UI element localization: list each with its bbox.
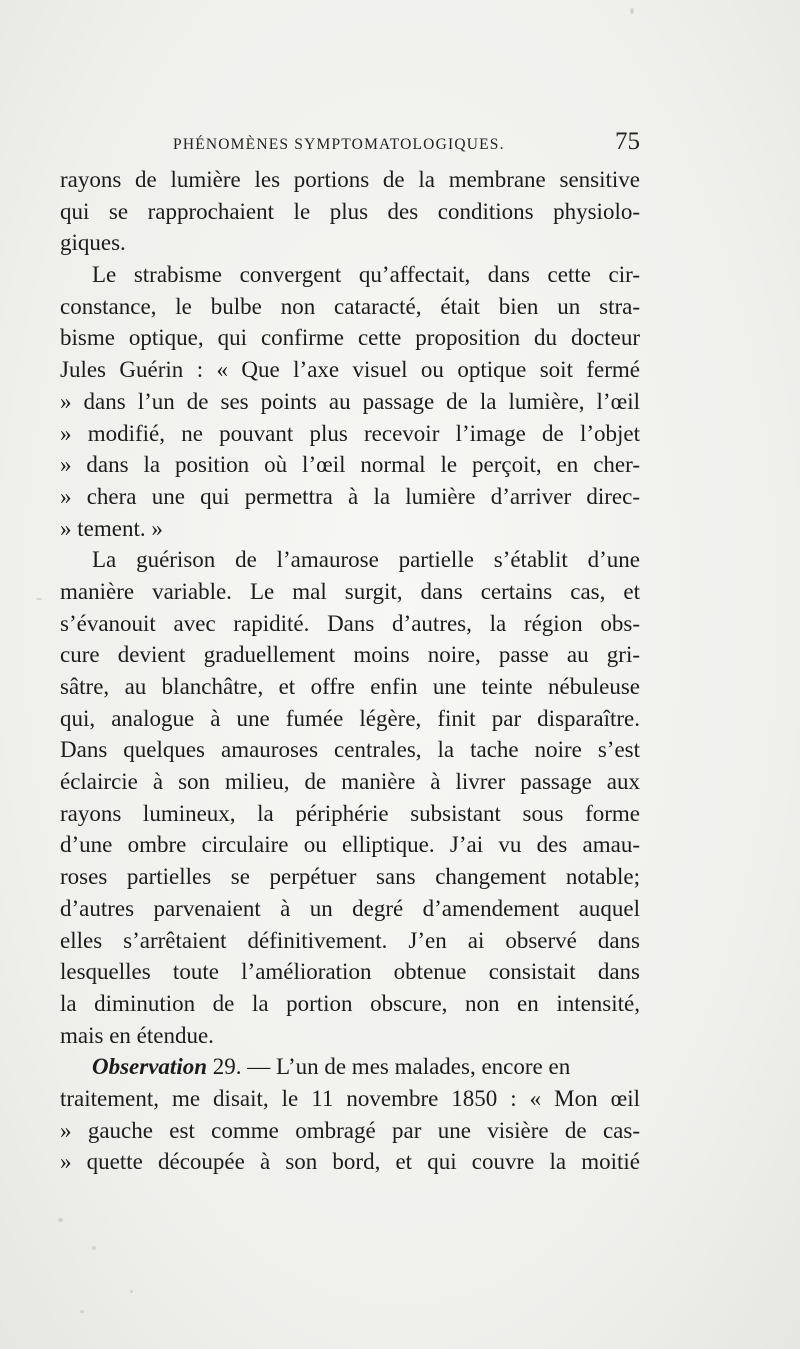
observation-text: 29. — L’un de mes malades, encore en — [212, 1054, 571, 1080]
text-line: rayons de lumière les portions de la membrane sensitive — [60, 167, 640, 192]
quoted-line: » dans la position où l’œil normal le perçoit, en cher- — [60, 452, 640, 478]
text-line: rayons lumineux, la périphérie subsistant sous forme — [60, 800, 640, 826]
quoted-line: » modifié, ne pouvant plus recevoir l’image de l’objet — [60, 420, 640, 446]
text-line: elles s’arrêtaient définitivement. J’en ai observé dans — [60, 927, 640, 953]
text-line: constance, le bulbe non cataracté, était bien un stra- — [60, 293, 640, 319]
text-line: s’évanouit avec rapidité. Dans d’autres, la région obs- — [60, 610, 640, 636]
observation-line — [60, 1051, 640, 1083]
text-line: sâtre, au blanchâtre, et offre enfin une teinte nébuleuse — [60, 674, 640, 699]
paper-speck — [58, 1218, 63, 1222]
text-line: Jules Guérin : « Que l’axe visuel ou optique soit fermé — [60, 357, 640, 383]
observation-label: Observation — [92, 1054, 207, 1080]
text-line: qui se rapprochaient le plus des conditions physiolo- — [60, 198, 640, 224]
quoted-line: » quette découpée à son bord, et qui couvre la moitié — [60, 1149, 640, 1175]
page-number: 75 — [615, 128, 640, 155]
text-line: mais en étendue. — [60, 1022, 214, 1048]
text-line: cure devient graduellement moins noire, passe au gri- — [60, 642, 640, 668]
quoted-line: » gauche est comme ombragé par une visière de cas- — [60, 1117, 640, 1143]
running-head: PHÉNOMÈNES SYMPTOMATOLOGIQUES. — [173, 136, 505, 153]
text-line: d’autres parvenaient à un degré d’amendement auquel — [60, 895, 640, 921]
text-line: d’une ombre circulaire ou elliptique. J’ai vu des amau- — [60, 832, 640, 858]
paper-speck — [130, 1290, 133, 1293]
text-line: Dans quelques amauroses centrales, la tache noire s’est — [60, 737, 640, 763]
text-line: lesquelles toute l’amélioration obtenue consistait dans — [60, 959, 640, 985]
quoted-line: » tement. » — [60, 515, 163, 541]
paper-speck — [92, 1246, 96, 1250]
text-line: traitement, me disait, le 11 novembre 1850 : « Mon œil — [60, 1085, 640, 1111]
paper-speck — [36, 598, 42, 600]
text-line: roses partielles se perpétuer sans changement notable; — [60, 864, 640, 890]
text-line: éclaircie à son milieu, de manière à livrer passage aux — [60, 769, 640, 795]
quoted-line: » chera une qui permettra à la lumière d’arriver direc- — [60, 483, 640, 509]
text-line: qui, analogue à une fumée légère, finit par disparaître. — [60, 705, 640, 731]
page-header — [60, 128, 640, 158]
paragraph-start-line: Le strabisme convergent qu’affectait, dans cette cir- — [92, 262, 640, 288]
body-text — [60, 164, 640, 1178]
quoted-line: » dans l’un de ses points au passage de la lumière, l’œil — [60, 388, 640, 414]
text-line: manière variable. Le mal surgit, dans certains cas, et — [60, 578, 640, 604]
text-line: giques. — [60, 230, 126, 256]
paper-speck — [630, 8, 634, 14]
paragraph-start-line: La guérison de l’amaurose partielle s’établit d’une — [92, 547, 640, 573]
text-line: bisme optique, qui confirme cette proposition du docteur — [60, 325, 640, 351]
paper-speck — [80, 1310, 84, 1313]
text-line: la diminution de la portion obscure, non en intensité, — [60, 990, 640, 1016]
